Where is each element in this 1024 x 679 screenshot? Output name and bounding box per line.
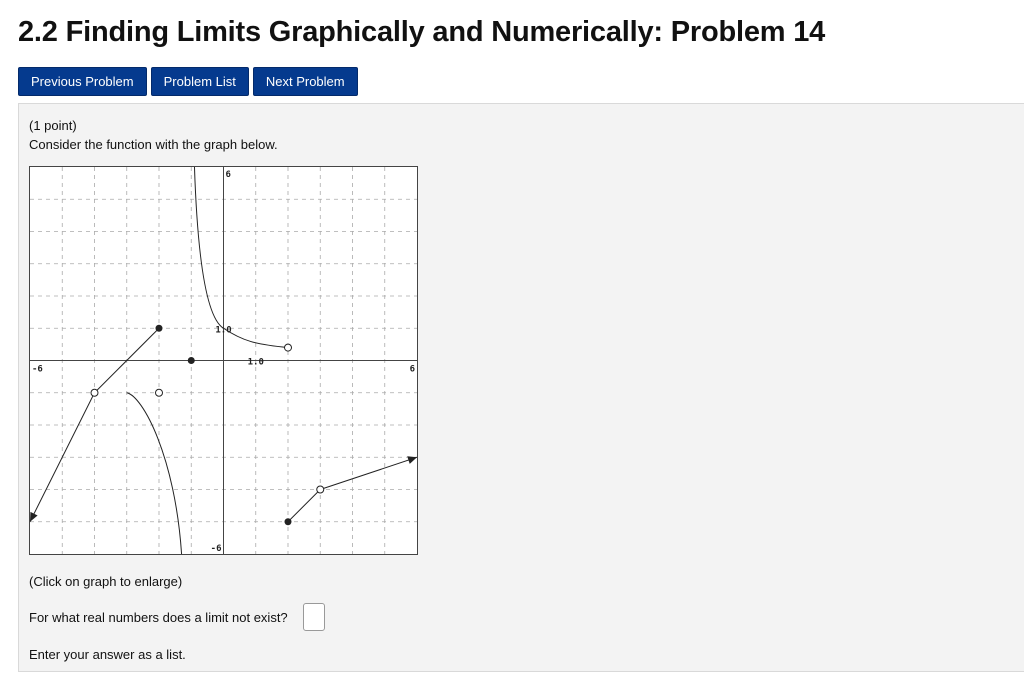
page-title: 2.2 Finding Limits Graphically and Numerically: Problem 14 (18, 16, 826, 48)
x-min-label: -6 (32, 364, 43, 375)
open-point (91, 389, 98, 396)
graph-curve (127, 393, 182, 554)
arrow-head (407, 456, 417, 464)
function-graph[interactable] (29, 166, 418, 555)
filled-point (188, 357, 195, 364)
previous-problem-button[interactable]: Previous Problem (18, 67, 147, 96)
open-point (317, 486, 324, 493)
graph-curve (288, 490, 320, 522)
filled-point (156, 325, 163, 332)
open-point (285, 344, 292, 351)
problem-nav (18, 67, 358, 96)
problem-intro: Consider the function with the graph below. (29, 137, 278, 152)
graph-canvas (30, 167, 417, 554)
y-max-label: 6 (225, 170, 231, 180)
question-text: For what real numbers does a limit not exist? (29, 610, 288, 625)
answer-instruction: Enter your answer as a list. (29, 647, 186, 662)
graph-curve (320, 457, 417, 489)
problem-panel (18, 103, 1024, 672)
graph-curve (194, 167, 223, 328)
problem-list-button[interactable]: Problem List (151, 67, 249, 96)
problem-points: (1 point) (29, 118, 77, 133)
x-unit-label: 1.0 (247, 357, 264, 368)
enlarge-note: (Click on graph to enlarge) (29, 574, 183, 589)
x-max-label: 6 (409, 364, 415, 375)
filled-point (285, 518, 292, 525)
y-min-label: -6 (210, 544, 222, 554)
answer-input[interactable] (303, 603, 325, 631)
open-point (156, 389, 163, 396)
y-unit-label: 1.0 (215, 325, 232, 336)
next-problem-button[interactable]: Next Problem (253, 67, 358, 96)
